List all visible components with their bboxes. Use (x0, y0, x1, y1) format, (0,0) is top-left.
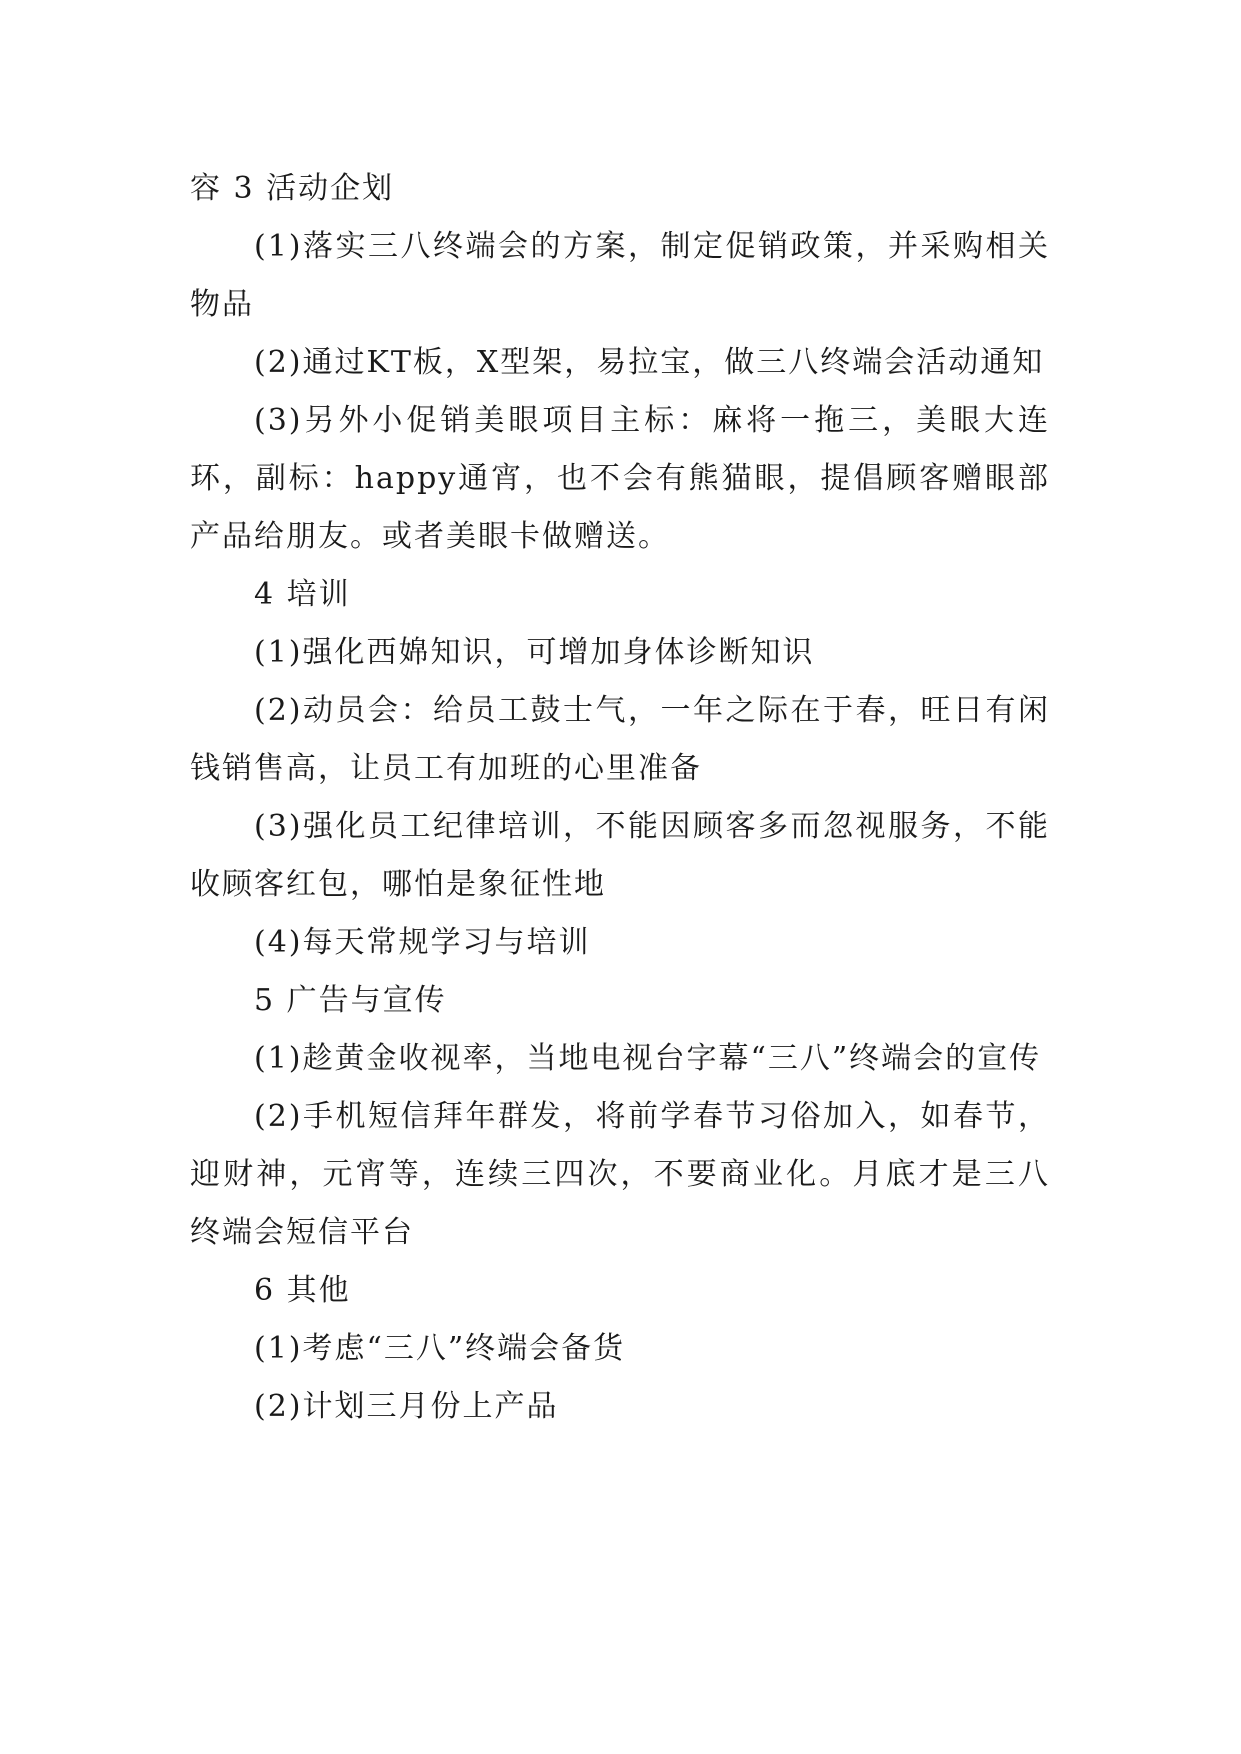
document-body (190, 160, 1050, 1436)
section-heading-advertising: 5 广告与宣传 (254, 983, 447, 1018)
paragraph-item: (3)强化员工纪律培训，不能因顾客多而忽视服务，不能收顾客红包，哪怕是象征性地 (190, 809, 1050, 902)
paragraph-item: (1)强化西婂知识，可增加身体诊断知识 (254, 635, 815, 670)
paragraph-item: (3)另外小促销美眼项目主标：麻将一拖三，美眼大连环，副标：happy通宵，也不会有熊猫眼，提倡顾客赠眼部产品给朋友。或者美眼卡做赠送。 (190, 403, 1050, 554)
section-heading-training: 4 培训 (254, 577, 351, 612)
paragraph-item: (1)落实三八终端会的方案，制定促销政策，并采购相关物品 (190, 229, 1050, 322)
paragraph-item: (4)每天常规学习与培训 (254, 925, 591, 960)
paragraph-item: (2)计划三月份上产品 (254, 1389, 559, 1424)
section-heading-other: 6 其他 (254, 1273, 351, 1308)
paragraph-item: (2)动员会：给员工鼓士气，一年之际在于春，旺日有闲钱销售高，让员工有加班的心里准备 (190, 693, 1050, 786)
paragraph-item: (2)通过KT板，X型架，易拉宝，做三八终端会活动通知 (254, 345, 1045, 380)
paragraph-item: (2)手机短信拜年群发，将前学春节习俗加入，如春节，迎财神，元宵等，连续三四次，不要商业化。月底才是三八终端会短信平台 (190, 1099, 1050, 1250)
paragraph-section-3-heading: 容 3 活动企划 (190, 171, 395, 206)
paragraph-item: (1)考虑“三八”终端会备货 (254, 1331, 626, 1366)
paragraph-item: (1)趁黄金收视率，当地电视台字幕“三八”终端会的宣传 (254, 1041, 1042, 1076)
